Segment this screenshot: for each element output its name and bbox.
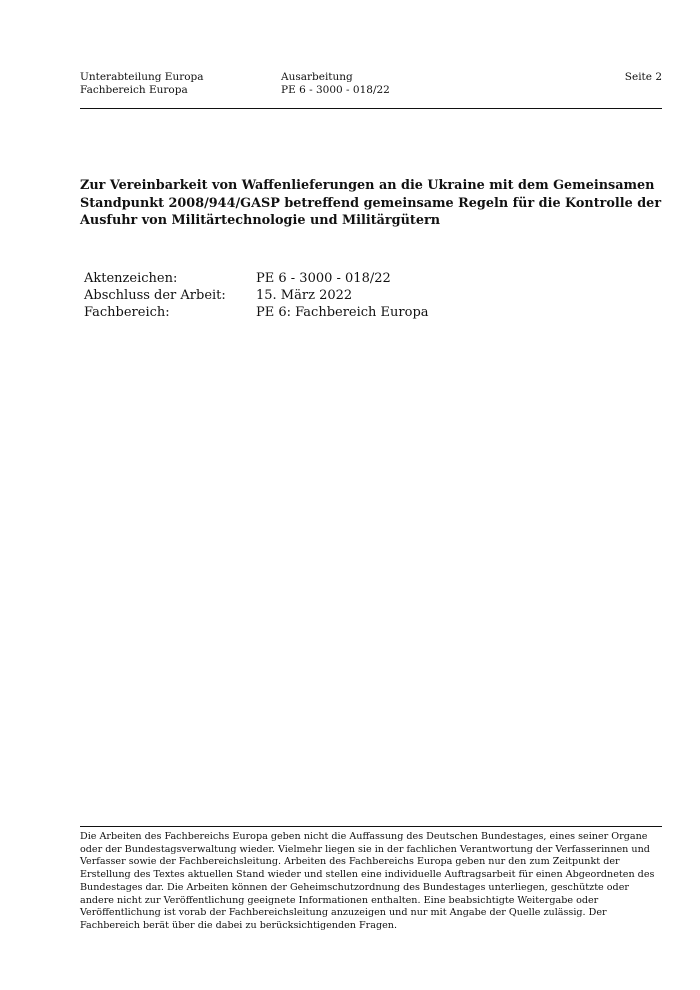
header-doc-number: PE 6 - 3000 - 018/22 bbox=[281, 83, 390, 96]
meta-label: Aktenzeichen: bbox=[84, 271, 178, 286]
header-department: Unterabteilung Europa bbox=[80, 71, 204, 83]
header-divider bbox=[80, 108, 662, 109]
page-header bbox=[80, 71, 662, 99]
header-department-block bbox=[80, 71, 204, 96]
header-document-block bbox=[281, 71, 390, 96]
meta-value: 15. März 2022 bbox=[256, 288, 353, 303]
document-title: Zur Vereinbarkeit von Waffenlieferungen an die Ukraine mit dem Gemeinsamen Standpunkt 2008/944/GASP betreffend gemeinsame Regeln für die Kontrolle der Ausfuhr von Militärtechnologie und Militärgütern bbox=[80, 178, 662, 228]
meta-value: PE 6 - 3000 - 018/22 bbox=[256, 271, 391, 286]
meta-label: Fachbereich: bbox=[84, 305, 170, 320]
meta-value: PE 6: Fachbereich Europa bbox=[256, 305, 429, 320]
disclaimer-text: Die Arbeiten des Fachbereichs Europa geben nicht die Auffassung des Deutschen Bundestages, eines seiner Organe oder der Bundestagsverwaltung wieder. Vielmehr liegen sie in der fachlichen Verantwortung der Verfasserinnen und Verfasser sowie der Fachbereichsleitung. Arbeiten des Fachbereichs Europa geben nur den zum Zeitpunkt der Erstellung des Textes aktuellen Stand wieder und stellen eine individuelle Auftragsarbeit für einen Abgeordneten des Bundestages dar. Die Arbeiten können der Geheimschutzordnung des Bundestages unterliegen, geschützte oder andere nicht zur Veröffentlichung geeignete Informationen enthalten. Eine beabsichtigte Weitergabe oder Veröffentlichung ist vorab der Fachbereichsleitung anzuzeigen und nur mit Angabe der Quelle zulässig. Der Fachbereich berät über die dabei zu berücksichtigenden Fragen. bbox=[80, 831, 655, 931]
header-doc-type: Ausarbeitung bbox=[281, 71, 353, 83]
meta-label: Abschluss der Arbeit: bbox=[84, 288, 226, 303]
footer-divider bbox=[80, 826, 662, 827]
header-page-block bbox=[625, 71, 662, 84]
header-division: Fachbereich Europa bbox=[80, 83, 188, 96]
page-number: Seite 2 bbox=[624, 71, 662, 83]
